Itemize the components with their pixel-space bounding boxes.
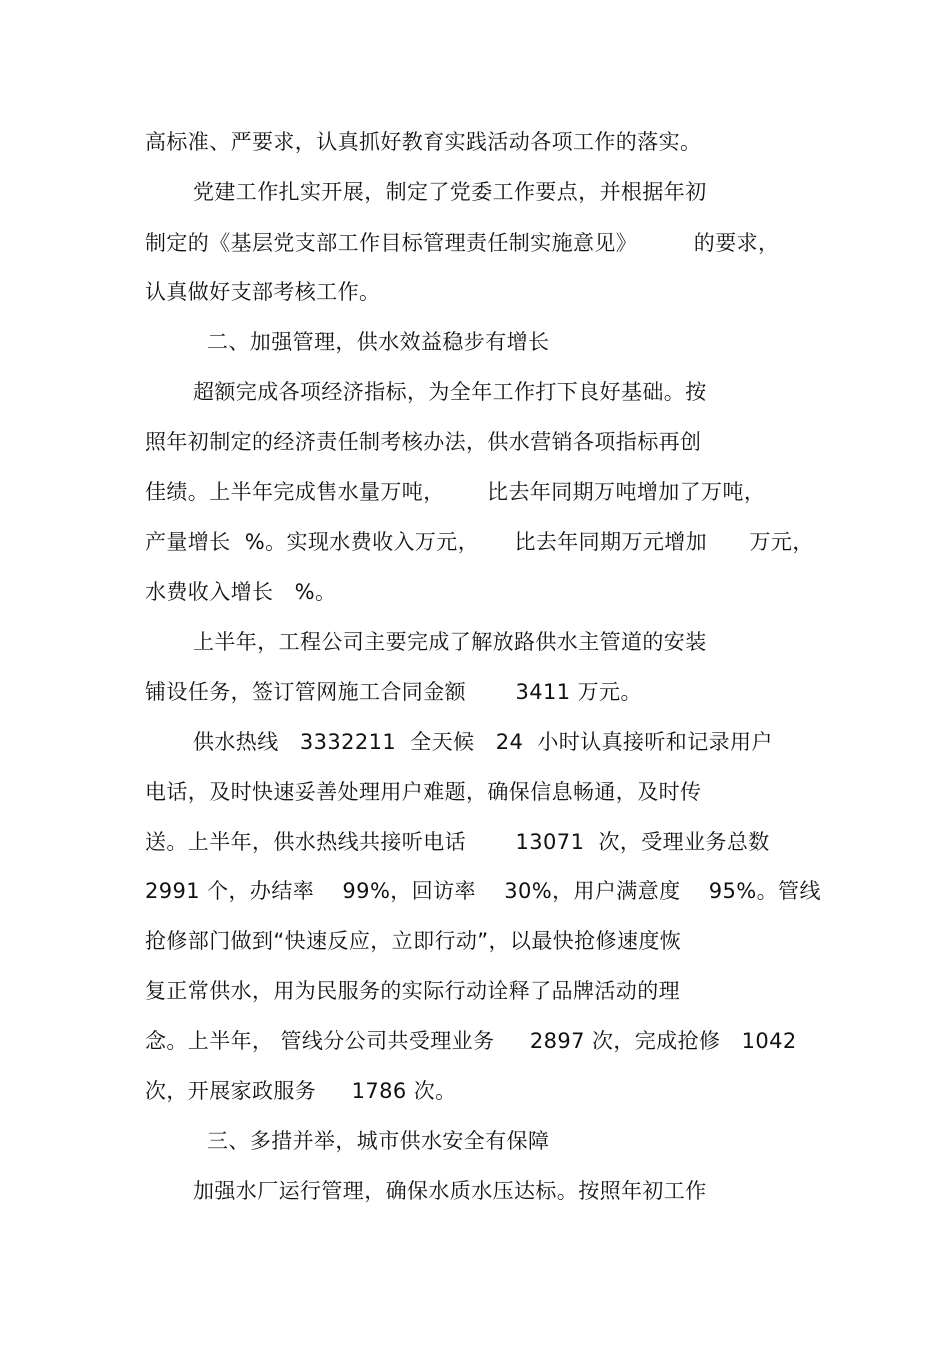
paragraph-line: 党建工作扎实开展，制定了党委工作要点，并根据年初	[193, 180, 707, 204]
paragraph-line: 超额完成各项经济指标，为全年工作打下良好基础。按	[193, 380, 707, 404]
paragraph-line: 佳绩。上半年完成售水量万吨， 比去年同期万吨增加了万吨，	[145, 480, 766, 504]
paragraph-line: 铺设任务，签订管网施工合同金额 3411 万元。	[145, 680, 642, 704]
paragraph-line: 认真做好支部考核工作。	[145, 280, 381, 304]
paragraph-line: 加强水厂运行管理，确保水质水压达标。按照年初工作	[193, 1179, 707, 1203]
paragraph-line: 供水热线 3332211 全天候 24 小时认真接听和记录用户	[193, 730, 773, 754]
paragraph-line: 高标准、严要求，认真抓好教育实践活动各项工作的落实。	[145, 130, 702, 154]
paragraph-line: 上半年，工程公司主要完成了解放路供水主管道的安装	[193, 630, 707, 654]
paragraph-line: 复正常供水，用为民服务的实际行动诠释了品牌活动的理	[145, 979, 680, 1003]
paragraph-line: 水费收入增长 %。	[145, 580, 337, 604]
paragraph-line: 抢修部门做到“快速反应，立即行动”，以最快抢修速度恢	[145, 929, 682, 953]
paragraph-line: 照年初制定的经济责任制考核办法，供水营销各项指标再创	[145, 430, 702, 454]
paragraph-line: 送。上半年，供水热线共接听电话 13071 次，受理业务总数	[145, 830, 770, 854]
section-heading: 二、加强管理，供水效益稳步有增长	[207, 330, 550, 354]
paragraph-line: 产量增长 %。实现水费收入万元， 比去年同期万元增加 万元，	[145, 530, 814, 554]
section-heading: 三、多措并举，城市供水安全有保障	[207, 1129, 550, 1153]
paragraph-line: 念。上半年， 管线分公司共受理业务 2897 次，完成抢修 1042	[145, 1029, 797, 1053]
paragraph-line: 电话，及时快速妥善处理用户难题，确保信息畅通，及时传	[145, 780, 702, 804]
paragraph-line: 制定的《基层党支部工作目标管理责任制实施意见》 的要求，	[145, 231, 780, 255]
paragraph-line: 2991 个，办结率 99%，回访率 30%，用户满意度 95%。管线	[145, 879, 821, 903]
paragraph-line: 次，开展家政服务 1786 次。	[145, 1079, 457, 1103]
